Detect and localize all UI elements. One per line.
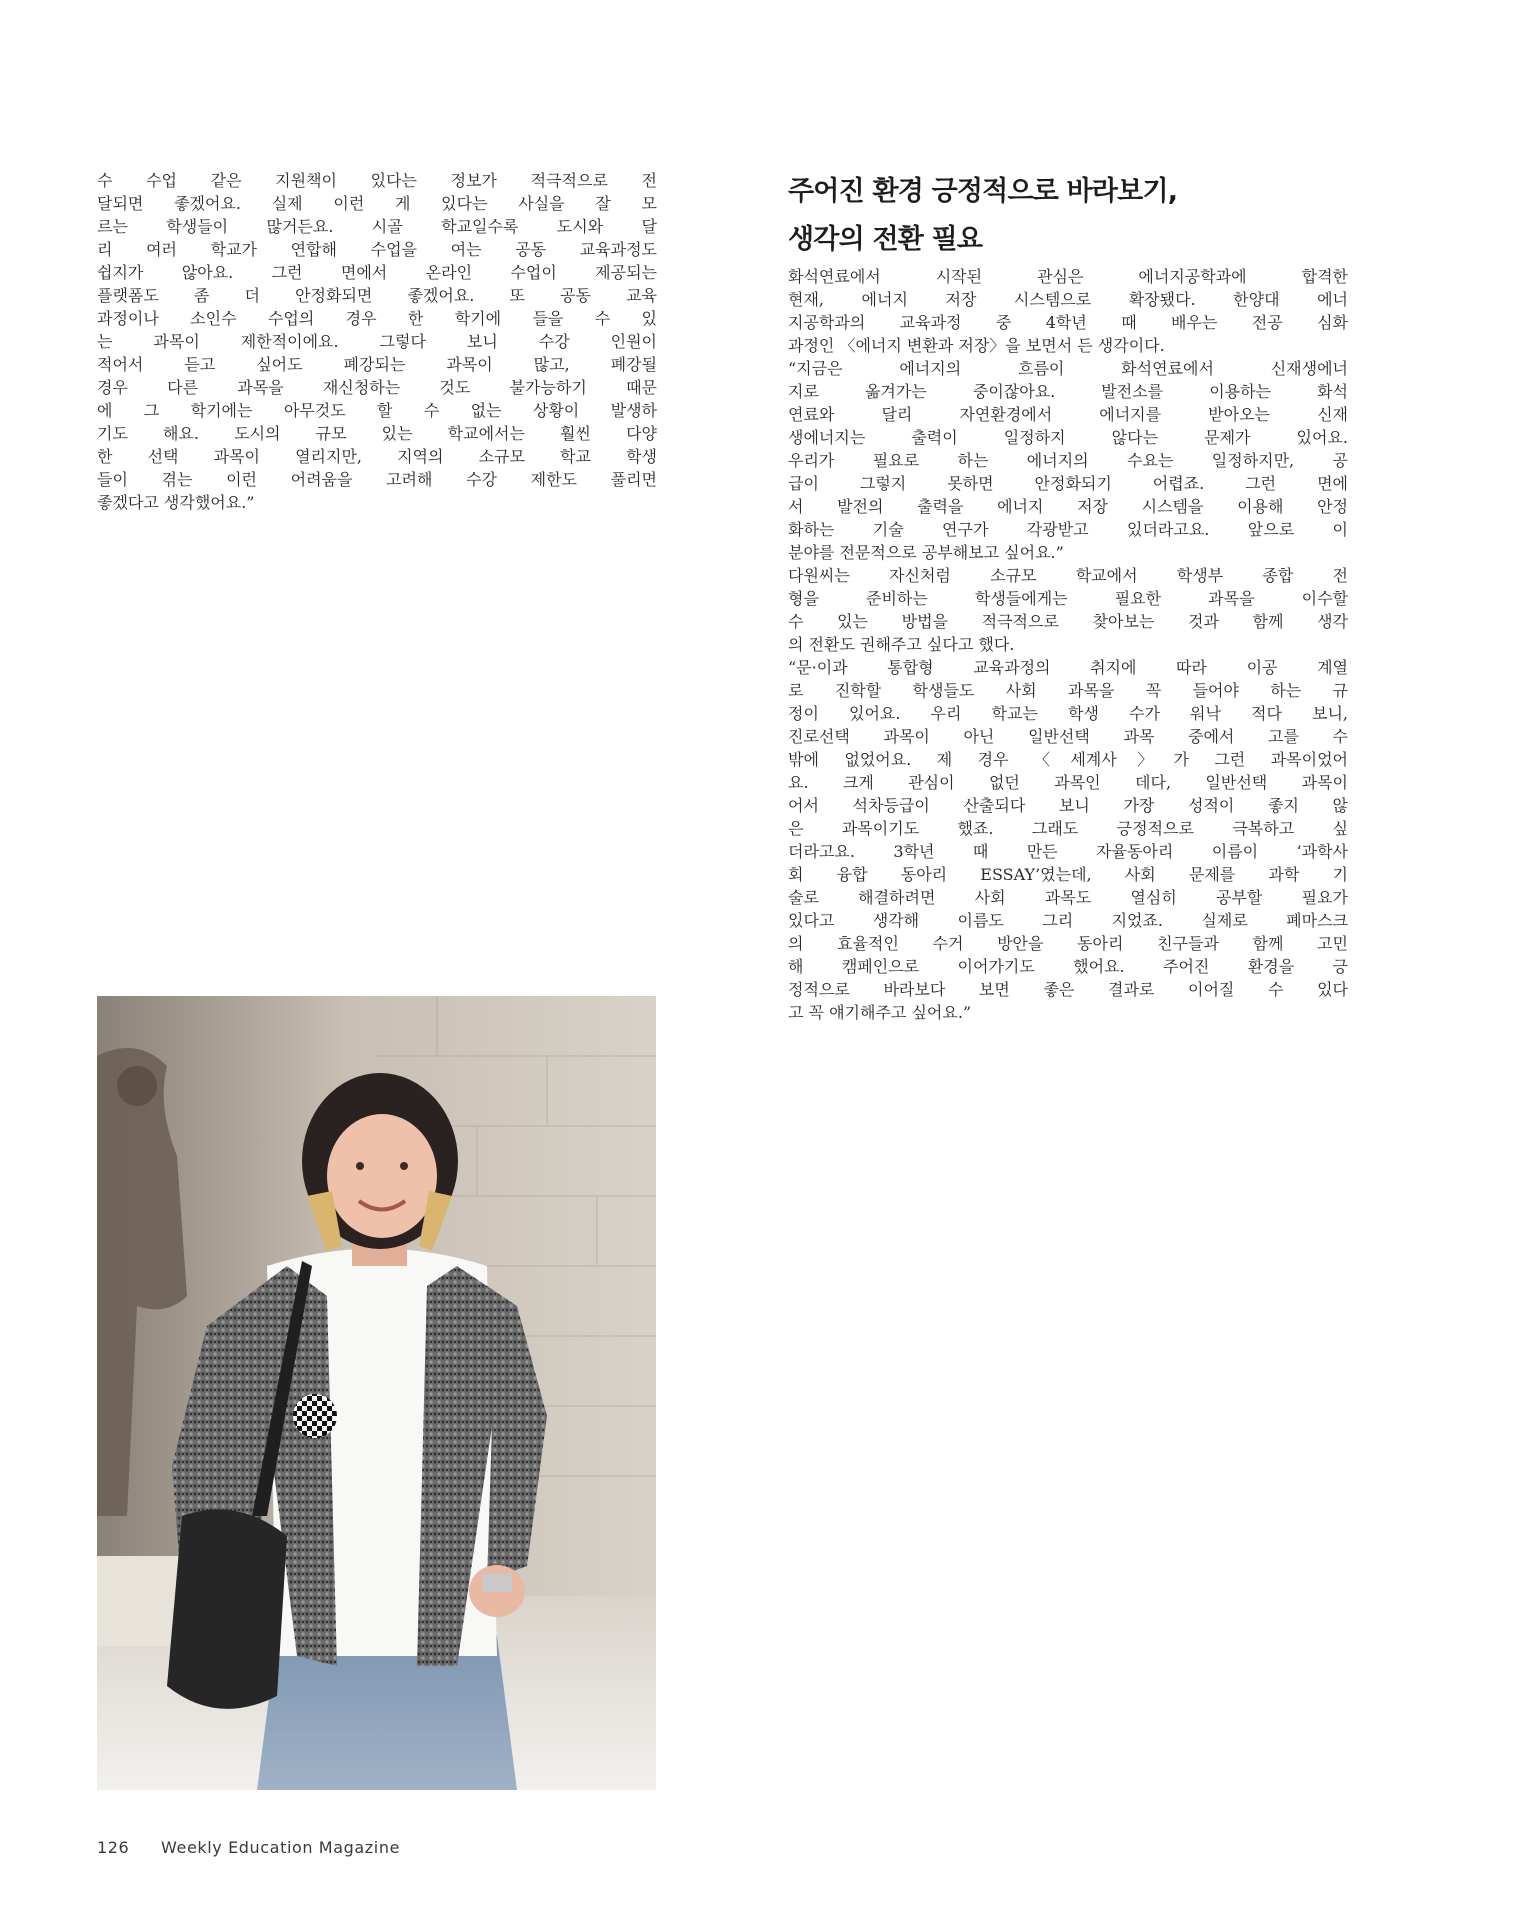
text-line: 더라고요. 3학년 때 만든 자율동아리 이름이 ‘과학사 [788,842,1348,861]
text-line: 해 캠페인으로 이어가기도 했어요. 주어진 환경을 긍 [788,957,1348,976]
text-line: 는 과목이 제한적이에요. 그렇다 보니 수강 인원이 [97,332,657,351]
text-line: 들이 겪는 이런 어려움을 고려해 수강 제한도 풀리면 [97,470,657,489]
text-line: 경우 다른 과목을 재신청하는 것도 불가능하기 때문 [97,378,657,397]
text-line: 의 효율적인 수거 방안을 동아리 친구들과 함께 고민 [788,934,1348,953]
text-line: 생에너지는 출력이 일정하지 않다는 문제가 있어요. [788,428,1348,447]
section-heading-line: 생각의 전환 필요 [788,224,983,255]
section-heading [788,168,1348,264]
section-heading-line: 주어진 환경 긍정적으로 바라보기, [788,176,1178,207]
text-line: 기도 해요. 도시의 규모 있는 학교에서는 훨씬 다양 [97,424,657,443]
text-line: 정이 있어요. 우리 학교는 학생 수가 워낙 적다 보니, [788,704,1348,723]
text-line: 과정인 〈에너지 변환과 저장〉을 보면서 든 생각이다. [788,336,1165,355]
right-column-text [788,168,1348,1023]
text-line: 르는 학생들이 많거든요. 시골 학교일수록 도시와 달 [97,217,657,236]
text-line: 수 수업 같은 지원책이 있다는 정보가 적극적으로 전 [97,171,657,190]
text-line: 화석연료에서 시작된 관심은 에너지공학과에 합격한 [788,267,1348,286]
text-line: 한 선택 과목이 열리지만, 지역의 소규모 학교 학생 [97,447,657,466]
text-line: “지금은 에너지의 흐름이 화석연료에서 신재생에너 [788,359,1348,378]
text-line: 의 전환도 권해주고 싶다고 했다. [788,635,1015,654]
text-line: 에 그 학기에는 아무것도 할 수 없는 상황이 발생하 [97,401,657,420]
text-line: 분야를 전문적으로 공부해보고 싶어요.” [788,543,1064,562]
text-line: 서 발전의 출력을 에너지 저장 시스템을 이용해 안정 [788,497,1348,516]
text-line: 좋겠다고 생각했어요.” [97,493,255,512]
magazine-name: Weekly Education Magazine [161,1838,401,1857]
student-photo [97,996,656,1790]
text-line: 회 융합 동아리 ESSAY’였는데, 사회 문제를 과학 기 [788,865,1348,884]
text-line: 고 꼭 얘기해주고 싶어요.” [788,1003,972,1022]
text-line: 술로 해결하려면 사회 과목도 열심히 공부할 필요가 [788,888,1348,907]
text-line: 밖에 없었어요. 제 경우 〈세계사〉가 그런 과목이었어 [788,750,1348,769]
text-line: 진로선택 과목이 아닌 일반선택 과목 중에서 고를 수 [788,727,1348,746]
page-number: 126 [97,1838,130,1857]
text-line: 지공학과의 교육과정 중 4학년 때 배우는 전공 심화 [788,313,1348,332]
text-line: 연료와 달리 자연환경에서 에너지를 받아오는 신재 [788,405,1348,424]
text-line: 현재, 에너지 저장 시스템으로 확장됐다. 한양대 에너 [788,290,1348,309]
text-line: 형을 준비하는 학생들에게는 필요한 과목을 이수할 [788,589,1348,608]
text-line: 화하는 기술 연구가 각광받고 있더라고요. 앞으로 이 [788,520,1348,539]
left-column-text [97,168,657,513]
text-line: 요. 크게 관심이 없던 과목인 데다, 일반선택 과목이 [788,773,1348,792]
text-line: 지로 옮겨가는 중이잖아요. 발전소를 이용하는 화석 [788,382,1348,401]
text-line: 로 진학할 학생들도 사회 과목을 꼭 들어야 하는 규 [788,681,1348,700]
text-line: 달되면 좋겠어요. 실제 이런 게 있다는 사실을 잘 모 [97,194,657,213]
text-line: 리 여러 학교가 연합해 수업을 여는 공동 교육과정도 [97,240,657,259]
text-line: 적어서 듣고 싶어도 폐강되는 과목이 많고, 폐강될 [97,355,657,374]
text-line: 우리가 필요로 하는 에너지의 수요는 일정하지만, 공 [788,451,1348,470]
page-footer [97,1838,400,1857]
text-line: 있다고 생각해 이름도 그리 지었죠. 실제로 폐마스크 [788,911,1348,930]
text-line: 다원씨는 자신처럼 소규모 학교에서 학생부 종합 전 [788,566,1348,585]
text-line: 정적으로 바라보다 보면 좋은 결과로 이어질 수 있다 [788,980,1348,999]
text-line: “문·이과 통합형 교육과정의 취지에 따라 이공 계열 [788,658,1348,677]
text-line: 급이 그렇지 못하면 안정화되기 어렵죠. 그런 면에 [788,474,1348,493]
text-line: 쉽지가 않아요. 그런 면에서 온라인 수업이 제공되는 [97,263,657,282]
text-line: 플랫폼도 좀 더 안정화되면 좋겠어요. 또 공동 교육 [97,286,657,305]
text-line: 어서 석차등급이 산출되다 보니 가장 성적이 좋지 않 [788,796,1348,815]
text-line: 은 과목이기도 했죠. 그래도 긍정적으로 극복하고 싶 [788,819,1348,838]
text-line: 수 있는 방법을 적극적으로 찾아보는 것과 함께 생각 [788,612,1348,631]
text-line: 과정이나 소인수 수업의 경우 한 학기에 들을 수 있 [97,309,657,328]
